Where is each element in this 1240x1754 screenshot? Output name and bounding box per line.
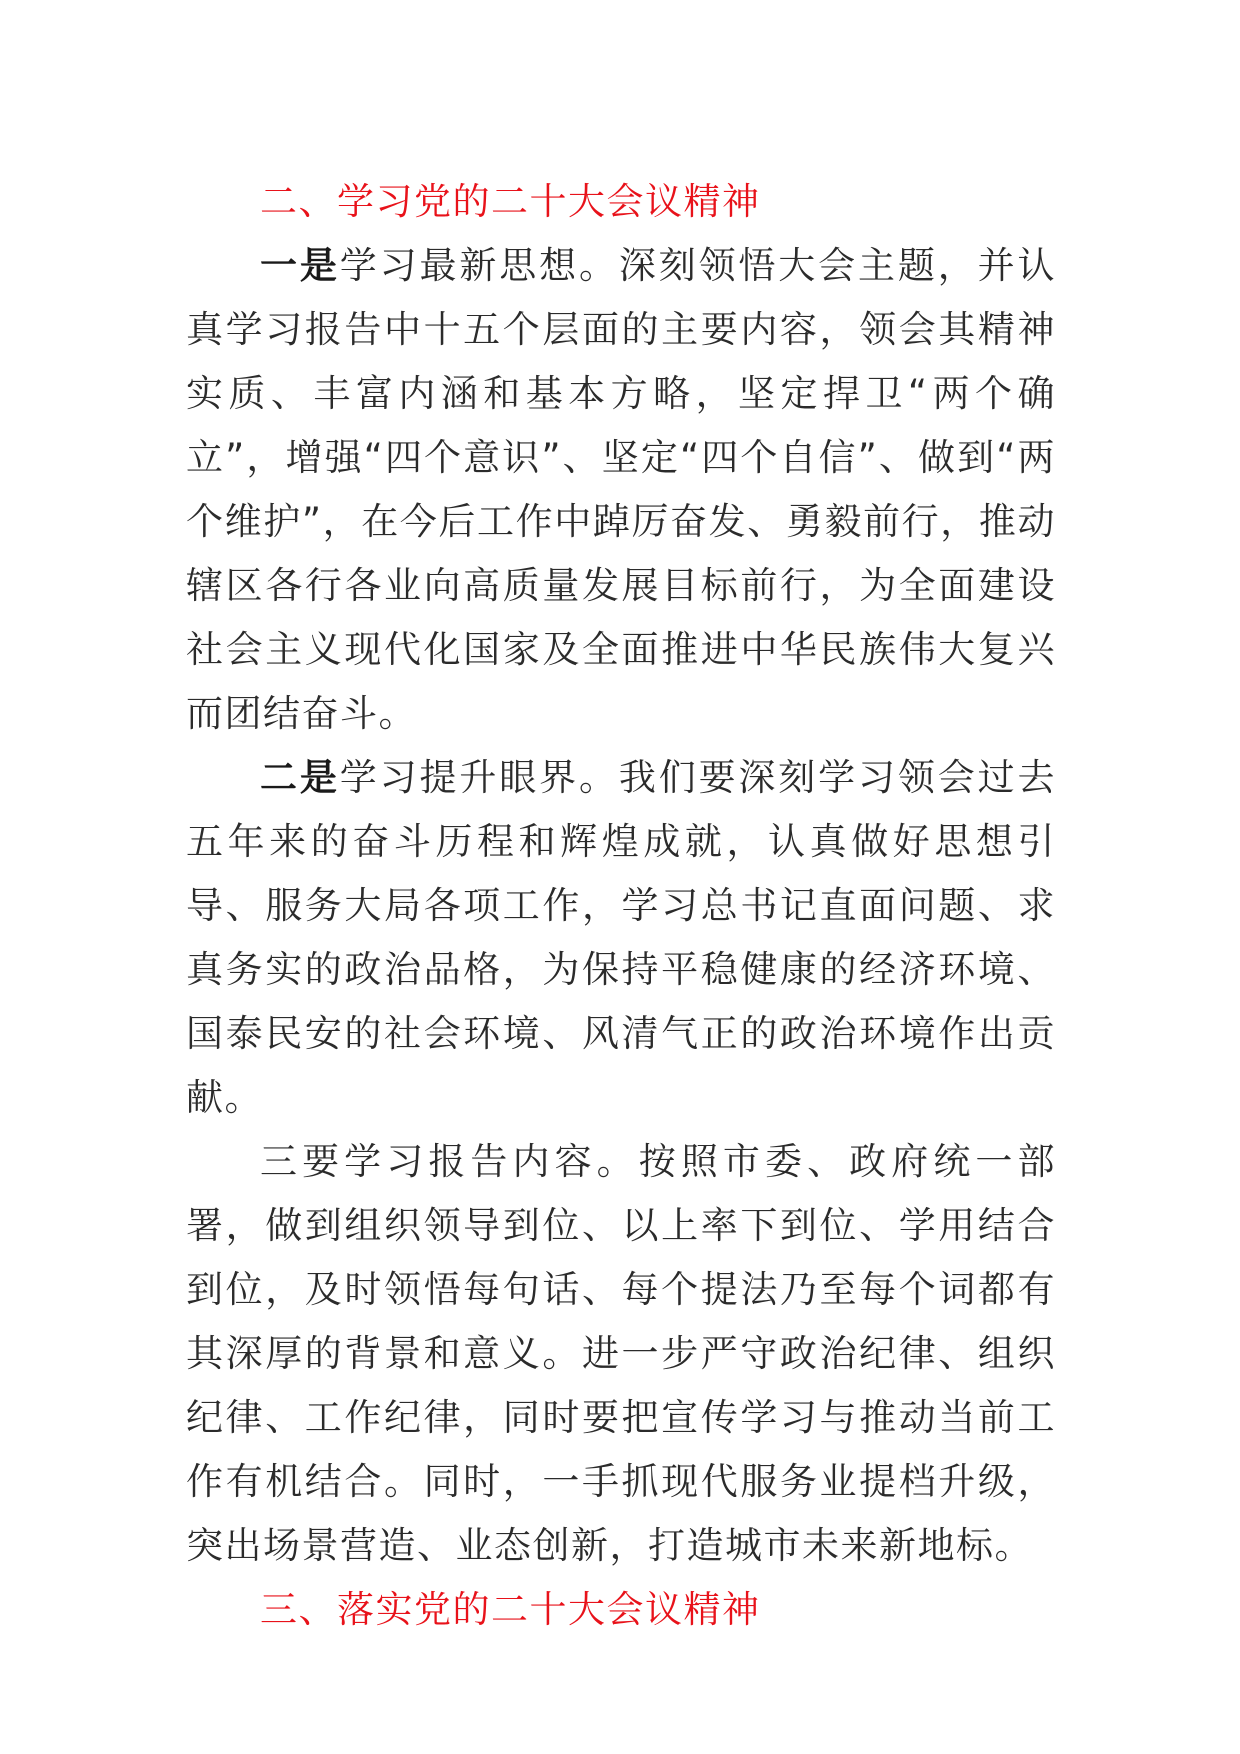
paragraph-2 (186, 746, 1056, 1130)
paragraph-lead: 二是 (260, 756, 340, 799)
paragraph-text: 三要学习报告内容。按照市委、政府统一部署，做到组织领导到位、以上率下到位、学用结合到位，及时领悟每句话、每个提法乃至每个词都有其深厚的背景和意义。进一步严守政治纪律、组织纪律、工作纪律，同时要把宣传学习与推动当前工作有机结合。同时，一手抓现代服务业提档升级，突出场景营造、业态创新，打造城市未来新地标。 (186, 1140, 1056, 1567)
paragraph-text: 学习提升眼界。我们要深刻学习领会过去五年来的奋斗历程和辉煌成就，认真做好思想引导、服务大局各项工作，学习总书记直面问题、求真务实的政治品格，为保持平稳健康的经济环境、国泰民安的社会环境、风清气正的政治环境作出贡献。 (186, 756, 1057, 1119)
section-heading-3: 三、落实党的二十大会议精神 (260, 1588, 761, 1631)
document-body (186, 170, 1056, 1642)
paragraph-text: 学习最新思想。深刻领悟大会主题，并认真学习报告中十五个层面的主要内容，领会其精神实质、丰富内涵和基本方略，坚定捍卫“两个确立”，增强“四个意识”、坚定“四个自信”、做到“两个维护”，在今后工作中踔厉奋发、勇毅前行，推动辖区各行各业向高质量发展目标前行，为全面建设社会主义现代化国家及全面推进中华民族伟大复兴而团结奋斗。 (186, 244, 1057, 735)
paragraph-1 (186, 234, 1056, 746)
section-heading-2: 二、学习党的二十大会议精神 (260, 180, 761, 223)
paragraph-lead: 一是 (260, 244, 340, 287)
paragraph-3 (186, 1130, 1056, 1578)
